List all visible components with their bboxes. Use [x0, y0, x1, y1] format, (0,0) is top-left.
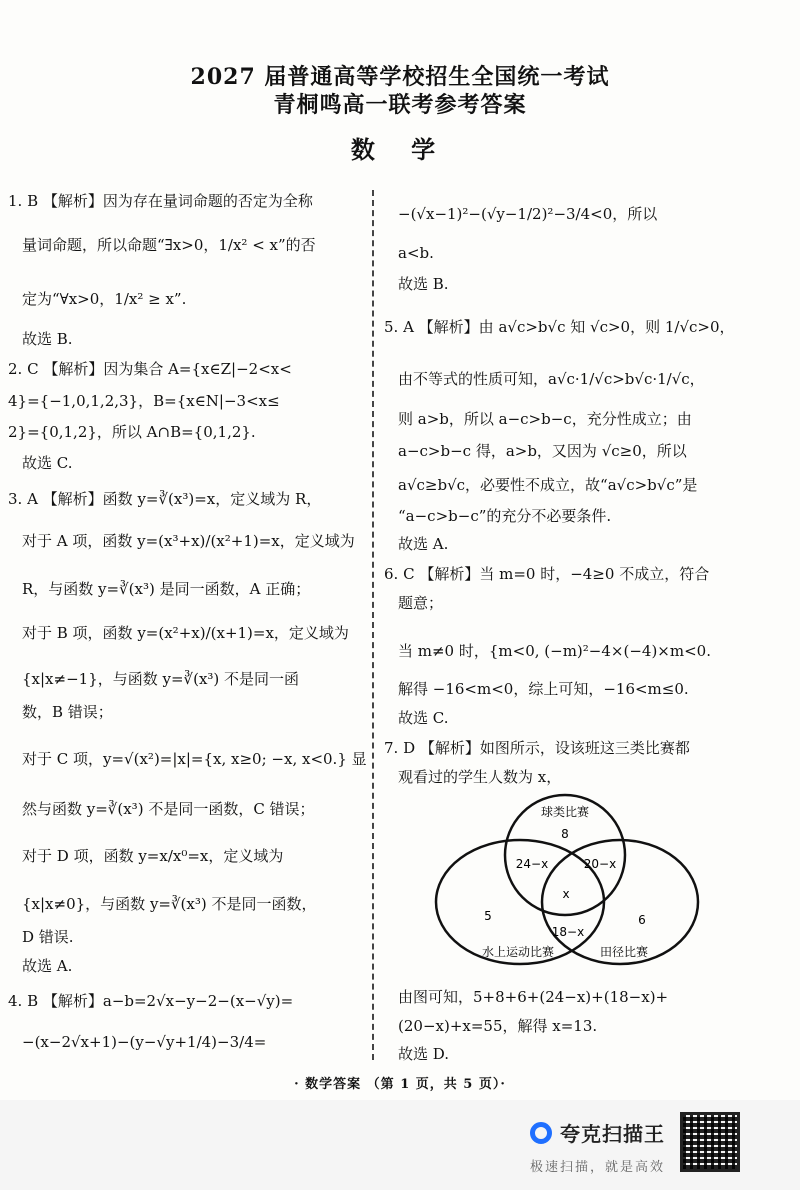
answer-line: 则 a>b，所以 a−c>b−c，充分性成立；由	[398, 410, 692, 428]
answer-line: a<b.	[398, 244, 434, 262]
exam-title: 2027 届普通高等学校招生全国统一考试	[190, 64, 610, 90]
answer-line: 故选 C.	[398, 709, 449, 727]
answer-line: 题意；	[398, 594, 444, 612]
answer-line: 故选 C.	[22, 454, 73, 472]
answer-line: 故选 D.	[398, 1045, 450, 1063]
answer-line: 由图可知，5+8+6+(24−x)+(18−x)+	[398, 988, 669, 1006]
column-divider	[372, 190, 374, 1060]
brand-slogan: 极速扫描，就是高效	[530, 1160, 666, 1175]
answer-line: 对于 D 项，函数 y=x/x⁰=x，定义域为	[22, 847, 284, 865]
answer-line: 故选 A.	[398, 535, 449, 553]
exam-subtitle: 青桐鸣高一联考参考答案	[273, 92, 527, 118]
watermark-brand	[530, 1118, 665, 1147]
answer-line: a√c≥b√c，必要性不成立，故“a√c>b√c”是	[398, 476, 698, 494]
answer-line: a−c>b−c 得，a>b，又因为 √c≥0，所以	[398, 442, 687, 460]
answer-line: 5. A 【解析】由 a√c>b√c 知 √c>0，则 1/√c>0，	[384, 318, 735, 336]
answer-line: 数，B 错误；	[22, 703, 113, 721]
venn-diagram	[420, 790, 720, 980]
answer-line: 当 m≠0 时，{m<0, (−m)²−4×(−4)×m<0.	[398, 642, 711, 660]
water-label: 水上运动比赛	[481, 945, 555, 959]
subject-title: 数 学	[350, 135, 450, 164]
ball-label: 球类比赛	[540, 805, 590, 819]
answer-line: 2. C 【解析】因为集合 A={x∈Z|−2<x<	[8, 360, 292, 378]
answer-line: −(x−2√x+1)−(y−√y+1/4)−3/4=	[22, 1033, 267, 1051]
answer-line: 故选 A.	[22, 957, 73, 975]
answer-line: 1. B 【解析】因为存在量词命题的否定为全称	[8, 192, 313, 210]
answer-line: (20−x)+x=55，解得 x=13.	[398, 1017, 598, 1035]
answer-line: 然与函数 y=∛(x³) 不是同一函数，C 错误；	[22, 800, 315, 818]
answer-line: 3. A 【解析】函数 y=∛(x³)=x，定义域为 R，	[8, 490, 322, 508]
answer-line: 量词命题，所以命题“∃x>0，1/x² < x”的否	[22, 236, 316, 254]
answer-line: 对于 A 项，函数 y=(x³+x)/(x²+1)=x，定义域为	[22, 532, 355, 550]
brand-name: 夸克扫描王	[560, 1122, 665, 1146]
water-track-value: 18−x	[551, 925, 585, 939]
all-three-value: x	[562, 887, 570, 901]
answer-line: −(√x−1)²−(√y−1/2)²−3/4<0，所以	[398, 205, 658, 223]
answer-line: 4}={−1,0,1,2,3}，B={x∈N|−3<x≤	[8, 392, 280, 410]
qr-code-icon	[680, 1112, 740, 1172]
scanner-logo-icon	[530, 1122, 552, 1144]
answer-line: 2}={0,1,2}，所以 A∩B={0,1,2}.	[8, 423, 256, 441]
answer-line: 7. D 【解析】如图所示，设该班这三类比赛都	[384, 739, 690, 757]
answer-line: 4. B 【解析】a−b=2√x−y−2−(x−√y)=	[8, 992, 294, 1010]
answer-line: 对于 B 项，函数 y=(x²+x)/(x+1)=x，定义域为	[22, 624, 349, 642]
only-track-value: 6	[638, 913, 646, 927]
answer-line: 6. C 【解析】当 m=0 时，−4≥0 不成立，符合	[384, 565, 710, 583]
answer-line: R，与函数 y=∛(x³) 是同一函数，A 正确；	[22, 580, 311, 598]
answer-line: {x|x≠0}，与函数 y=∛(x³) 不是同一函数，	[22, 895, 317, 913]
answer-line: 对于 C 项，y=√(x²)=|x|={x, x≥0; −x, x<0.} 显	[22, 750, 367, 768]
ball-water-value: 24−x	[515, 857, 549, 871]
answer-line: D 错误.	[22, 928, 74, 946]
ball-track-value: 20−x	[583, 857, 617, 871]
answer-line: 解得 −16<m<0，综上可知，−16<m≤0.	[398, 680, 689, 698]
answer-line: 观看过的学生人数为 x，	[398, 768, 562, 786]
answer-line: “a−c>b−c”的充分不必要条件.	[398, 507, 612, 525]
page-footer: · 数学答案 （第 1 页，共 5 页）·	[294, 1077, 506, 1092]
answer-line: 故选 B.	[398, 275, 449, 293]
answer-line: 定为“∀x>0，1/x² ≥ x”.	[22, 290, 187, 308]
answer-line: 故选 B.	[22, 330, 73, 348]
only-water-value: 5	[484, 909, 492, 923]
only-ball-value: 8	[561, 827, 569, 841]
answer-line: 由不等式的性质可知，a√c·1/√c>b√c·1/√c，	[398, 370, 705, 388]
track-label: 田径比赛	[599, 945, 649, 959]
answer-line: {x|x≠−1}，与函数 y=∛(x³) 不是同一函	[22, 670, 300, 688]
